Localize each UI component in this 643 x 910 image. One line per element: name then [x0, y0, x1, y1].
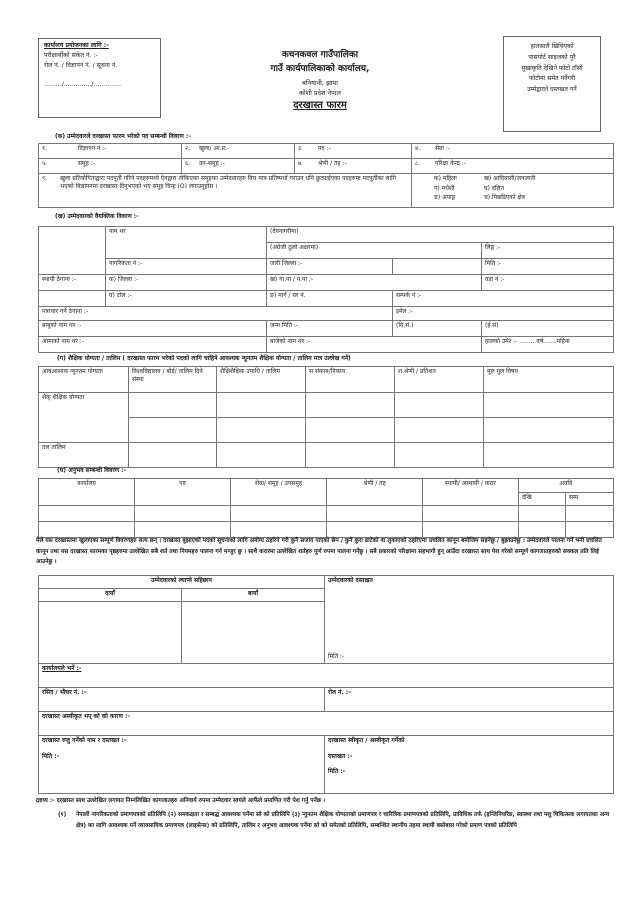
section-gha-title: (घ) अनुभव सम्बन्धी विवरण :-: [57, 467, 127, 474]
group-option[interactable]: च) पिछडिएको क्षेत्र: [484, 194, 525, 201]
photo-instruction: फोटोमा समेत पर्नेगरी: [528, 75, 576, 83]
post-field[interactable]: ३. पद :-: [295, 144, 412, 159]
thumbprint-title: उम्मेदवारको ल्याप्चे सहिछाप: [39, 576, 325, 589]
section-ga-title: (ग) शैक्षिक योग्यता / तालिम ( दरखास्त फारम भरेको पदको लागि चाहिने आवश्यक न्युनतम शैक्षिक योग्यता / तालिम मात्र उल्लेख गर्ने): [57, 355, 351, 362]
experience-table: [38, 478, 614, 538]
edu-header: विश्वविद्यालय / बोर्ड/ तालिम दिने संस्था: [129, 367, 217, 393]
province-name: कोशी प्रदेश नेपाल: [299, 88, 341, 97]
left-thumb-box[interactable]: [182, 602, 325, 664]
postal-address-field[interactable]: पत्राचार गर्ने ठेगाना :-: [39, 307, 393, 321]
citizenship-field[interactable]: नागरिकता नं :-: [106, 259, 267, 275]
right-thumb-box[interactable]: [39, 602, 182, 664]
dob-ad-field[interactable]: (ई.सं): [482, 321, 614, 337]
form-title: दरखास्त फारम: [293, 99, 347, 111]
left-thumb-label: बायाँ: [182, 589, 325, 602]
roll-number-field[interactable]: रोल नं. :-: [325, 688, 614, 712]
photo-instruction: पासपोर्ट साइजको पुरै: [528, 53, 576, 61]
approver-box[interactable]: [325, 736, 614, 794]
service-field[interactable]: ४. सेवा :-: [412, 144, 614, 159]
exam-center-field[interactable]: ८. परिक्षा केन्द्र :-: [412, 159, 614, 174]
inclusive-groups: [412, 174, 614, 208]
subgroup-field[interactable]: ६. उप-समुह :-: [182, 159, 295, 174]
submitter-label: दरखास्त रुजु गर्नेको नाम र दस्तखत :-: [42, 737, 127, 744]
note-list: [58, 810, 613, 831]
duration-from: देखि: [519, 493, 566, 506]
name-english-field[interactable]: (अंग्रेजी ठुलो अक्षरमा): [267, 243, 482, 259]
group-option[interactable]: ग) मधेशी: [434, 184, 455, 192]
age-field[interactable]: हालको उमेर :- .........वर्ष.......महिना: [482, 337, 614, 353]
post-details-table: [38, 143, 614, 208]
ad-number-field[interactable]: १. विज्ञापन नं :-: [39, 144, 182, 159]
blank-line: ........./............../..............: [44, 81, 121, 89]
father-name-field[interactable]: बाबुको नाम थर :-: [39, 321, 267, 337]
group-option[interactable]: ख) आदिवासी/जनजाती: [484, 175, 536, 182]
open-inclusive-field[interactable]: २. खुला/ आ.प्र:-: [182, 144, 295, 159]
photo-instruction: उम्मेद्वारले दस्तखत गर्ने: [527, 86, 577, 93]
office-use-box: [38, 38, 161, 118]
issue-date-field[interactable]: मिति :-: [482, 259, 614, 275]
approver-label: दरखास्त स्वीकृत / अस्वीकृत गर्नेको: [328, 737, 405, 744]
gender-field[interactable]: लिङ्ग :-: [482, 243, 614, 259]
education-table: [38, 366, 614, 468]
office-name: गाउँ कार्यपालिकाको कार्यालय,: [270, 64, 370, 75]
contact-field[interactable]: सम्पर्क नं :-: [393, 291, 614, 307]
name-label: नाम थर: [106, 227, 267, 259]
candidate-signature-box[interactable]: [325, 576, 614, 664]
office-use-title: कार्यालय प्रयोजनका लागि :-: [44, 42, 109, 49]
group-option[interactable]: ङ) अपाङ्ग: [434, 194, 456, 201]
edu-header: श श्रेणी / प्रतिशत: [395, 367, 484, 393]
group-option[interactable]: क) महिला: [434, 175, 457, 182]
note-number: (१): [58, 812, 67, 818]
note-body: नेपाली नागरिकताको प्रमाणपत्रको प्रतिलिपि (२) समकक्षता र सम्बद्ध आवश्यक पर्नेमा सो को प्रतिलिपि (३) न्युनतम शैक्षिक योग्यताको प्रमाणपत्र र चारित्रिक प्रमाणपत्रको प्रतिलिपि, प्राविधिक तर्फ (इन्जिनियरिङ, स्वास्थ्य तथा पशु चिकित्सक लगायतका अन्य क्षेत्र) का लागि आवश्यक पर्ने व्यावसायिक प्रमाणपत्र (लाइसेन्स) को प्रतिलिपि, तालिम र अनुभव आवश्यक पर्नेमा सो को समेतको प्रतिलिपि, सम्बन्धित स्थानीय तहमा स्थायी बसोबास गरेको प्रमाण पत्रको प्रतिलिपि: [76, 812, 610, 829]
approver-date-label: मिति :-: [328, 768, 346, 775]
note-intro: द्रष्टव्य :- दरखास्त साथ उल्लेखित लगायत निम्नलिखित कागजातहरु अनिवार्य रुपमा उम्मेदवार स्वयंले आफैंले प्रमाणित गरी पेश गर्नु पर्नेछ ।: [36, 798, 326, 804]
right-thumb-label: दायाँ: [39, 589, 182, 602]
grandfather-name-field[interactable]: बाजेको नाम थर :-: [267, 337, 482, 353]
signature-table: [38, 575, 614, 794]
exp-header: स्थायी/ अस्थायी / करार: [423, 479, 519, 506]
org-name: कचनकवल गाउँपालिका: [281, 50, 359, 60]
duration-to: सम्म: [566, 493, 614, 506]
personal-details-table: [38, 226, 614, 353]
roll-number-label: रोल नं. / विज्ञापन नं. / सूचना नं.: [44, 61, 118, 69]
district-field[interactable]: क) जिल्ला :-: [106, 275, 267, 291]
email-field[interactable]: इमेल :-: [393, 307, 614, 321]
photo-instruction: मुखाकृति देखिने फोटो टाँसी: [521, 64, 583, 72]
street-field[interactable]: ङ) मार्ग / घर नं.: [267, 291, 393, 307]
permanent-address-label: स्थायी ठेगाना :-: [39, 275, 106, 291]
candidate-signature-label: उम्मेदवारको दस्तखत: [328, 577, 373, 584]
place-name: बनियानी, झापा: [302, 78, 338, 87]
group-field[interactable]: ५. समुह :-: [39, 159, 182, 174]
name-devnagari-field[interactable]: (देवनागरीमा): [267, 227, 614, 243]
section-ka-title: (क) उम्मेदवारले दरखास्त फारम भरेको पद सम्बन्धी विवरण :-: [55, 133, 191, 140]
form-header: [230, 50, 410, 112]
issued-district-field[interactable]: जारी जिल्ला :-: [267, 259, 393, 275]
exp-header: कार्यालय: [39, 479, 135, 506]
office-use-section-title: कार्यालयले भर्ने :-: [39, 664, 614, 688]
level-field[interactable]: ७. श्रेणी / तह :-: [295, 159, 412, 174]
edu-header: मूल मुल विषय: [484, 367, 614, 393]
photo-box: [503, 36, 601, 132]
exp-header-duration: अवधि: [519, 479, 614, 493]
exp-header: सेवा/ समुह / उपसमुह: [231, 479, 327, 506]
municipality-field[interactable]: ख) गा.पा / न.पा :-: [267, 275, 482, 291]
photo-instruction: हालसालै खिचिएको: [530, 43, 574, 50]
signature-date-label: मिति :-: [328, 652, 345, 660]
mother-name-field[interactable]: आमाको नाम थर :-: [39, 337, 267, 353]
candidate-code-label: परीक्षार्थीको संकेत नं. :-: [44, 51, 98, 59]
edu-header: स संकाय/निकाय: [306, 367, 395, 393]
dob-field[interactable]: जन्म मिति :-: [267, 321, 393, 337]
approver-sign-label: दस्तखत :-: [328, 752, 353, 760]
inclusive-instruction: ९. खुला प्रतियोगिताद्वारा पदपूर्ती गरिने पदहरुमध्ये ऐनद्वारा तोकिएका समुहका उम्मेदवारहरु विच मात्र प्रतिष्पर्धा गराउन धनि छुट्याईएका पदहरुमा पदपूर्तीका लागि भएको विज्ञापनमा दरखास्त दिनुभएको भए समुह चिन्ह (O) लगाउनुहोस ।: [39, 174, 412, 208]
dob-bs-field[interactable]: (वि.सं.): [393, 321, 482, 337]
rejection-reason-field[interactable]: दरखास्त अस्वीकृत भए् को को कारण :-: [39, 712, 614, 736]
tole-field[interactable]: घ) टोल :-: [106, 291, 267, 307]
receipt-number-field[interactable]: रसिद / भौचर नं. :-: [39, 688, 325, 712]
section-kha-title: (ख) उम्मेदवारको वैयक्तिक विवरण :-: [55, 213, 139, 220]
submitter-box[interactable]: [39, 736, 325, 794]
exp-header: पद: [135, 479, 231, 506]
edu-header: शैक्षिशैक्षिक उपाधि / तालिम: [217, 367, 306, 393]
edu-row-label: शैक् शैक्षिक योग्यता: [39, 393, 129, 443]
training-row-label: तल तालिम: [39, 443, 129, 468]
declaration-text: मैले यस दरखास्तमा खुलाएका सम्पूर्ण विवरणहरु सत्य छन् । दरखास्त बुझाएको पदको सूचनाको लागि अयोग्य ठहरिने गरी कुनै सजाय पाएको छैन / कुनै कुरा ढाटेको वा लुकाएको ठहरिएमा प्रचलित कानून बमोजिम सहनेछु / बुझाउनेछु । उम्मेदवारले पालना गर्ने भनी प्रचलित कानून तथा यस दरखास्त फारमका पृष्ठहरुमा उल्लेखित सबै शर्त तथा नियमहरु पालना गर्न मन्जुर छु । साथै करारमा उल्लेखित शर्तहरु पूर्ण रुपमा पालना गर्नेछु । सबै प्रकारको परिक्षामा सहभागी हुन् आउँदा दरखास्त साथ पेश गरेको सम्पूर्ण कागजातहरुको सक्कल प्रति लिई आउनेछु ।: [36, 538, 602, 565]
submitter-date-label: मिति :-: [42, 752, 60, 760]
edu-header: आवआश्यक न्युनतम योग्यता: [39, 367, 129, 393]
exp-header: श्रेणी / तह: [327, 479, 423, 506]
ward-field[interactable]: वडा नं :-: [482, 275, 614, 291]
group-option[interactable]: घ) दलित: [484, 184, 505, 192]
